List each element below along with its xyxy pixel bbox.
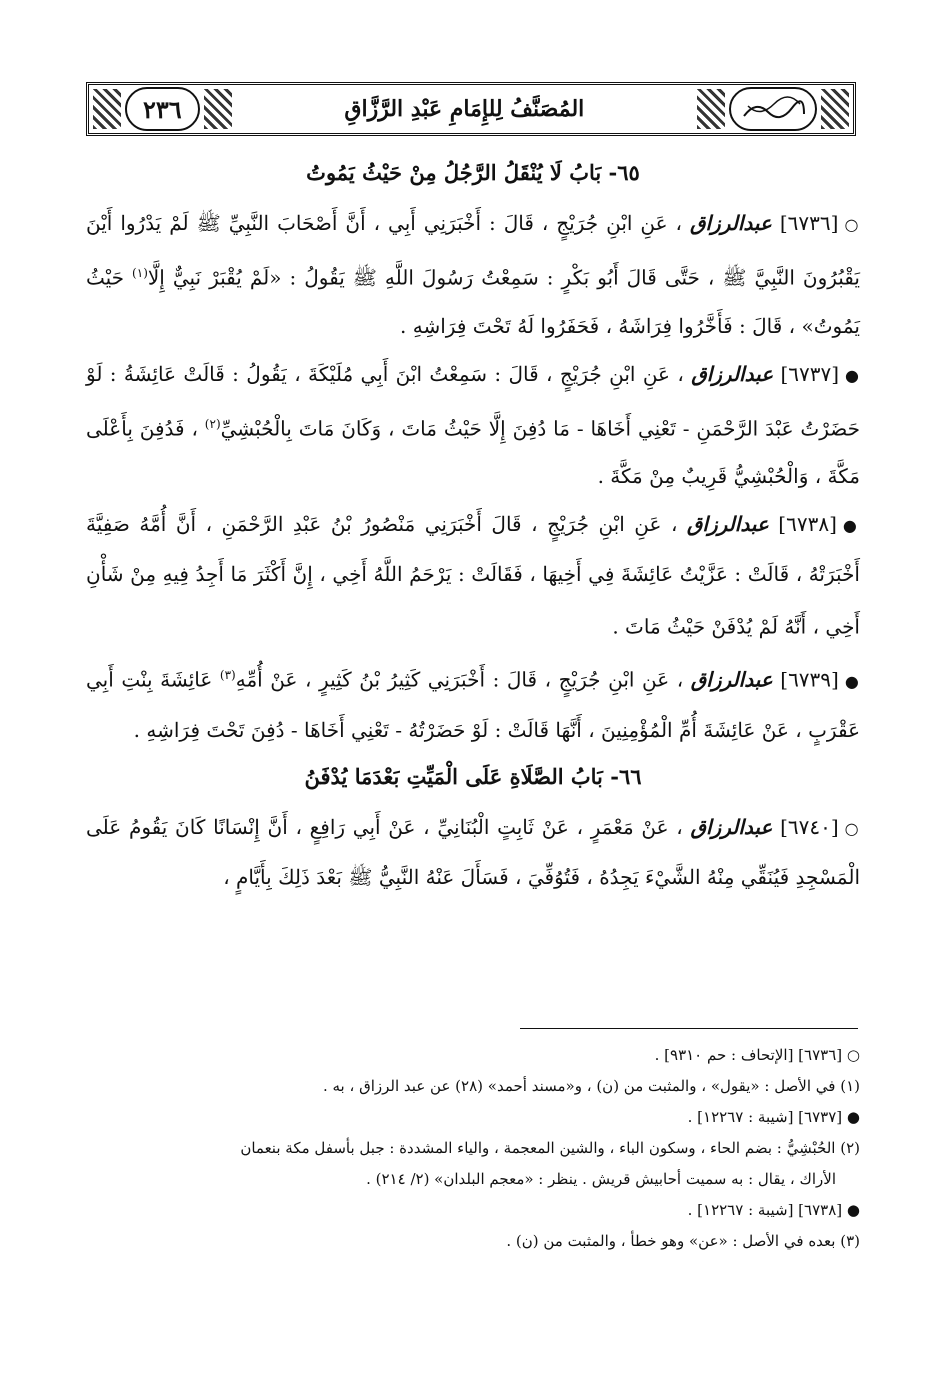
chapter-heading: ٦٦- بَابُ الصَّلَاةِ عَلَى الْمَيِّتِ بَعْدَمَا يُدْفَنُ (304, 763, 642, 789)
footnote-ref: (١) (132, 266, 148, 280)
page-header (86, 82, 856, 136)
book-logo-icon (729, 87, 817, 131)
hadith-marker: ○ (844, 215, 861, 234)
calligraphy-logo-icon (738, 94, 808, 124)
hadith-6736 (86, 199, 860, 350)
narrator-name: عبدالرزاق (689, 211, 772, 235)
main-text (86, 160, 860, 901)
hadith-text-tail: ، فَدُفِنَ بِأَعْلَى مَكَّةَ ، وَالْحُبْشِيُّ قَرِيبٌ مِنْ مَكَّةَ . (86, 416, 860, 489)
footnote-line: ● [٦٧٣٧] [شيبة : ١٢٢٦٧] . (687, 1108, 860, 1126)
hadith-6738 (86, 500, 860, 651)
page-number: ٢٣٦ (125, 87, 200, 131)
hadith-marker: ● (842, 516, 860, 536)
hadith-marker: ● (845, 365, 861, 385)
hadith-number: [٦٧٣٨] (778, 512, 837, 537)
header-right (89, 87, 236, 131)
footnote-line: ○ [٦٧٣٦] [الإتحاف : حم ٩٣١٠] . (654, 1046, 860, 1064)
footnote-line: ● [٦٧٣٨] [شيبة : ١٢٢٦٧] . (687, 1201, 860, 1219)
ornament-icon (697, 89, 725, 129)
footnote-line: (١) في الأصل : «يقول» ، والمثبت من (ن) ، و«مسند أحمد» (٢٨) عن عبد الرزاق ، به . (322, 1077, 860, 1095)
hadith-marker: ○ (844, 818, 860, 838)
hadith-number: [٦٧٣٧] (780, 361, 840, 386)
hadith-text-tail: حَيْثُ يَمُوتُ» ، قَالَ : فَأَخَّرُوا فِرَاشَهُ ، فَحَفَرُوا لَهُ تَحْتَ فِرَاشِهِ . (86, 265, 860, 338)
hadith-number: [٦٧٤٠] (780, 814, 839, 839)
footnote-ref: (٢) (204, 416, 221, 431)
footnote-divider (520, 1028, 858, 1029)
footnote-line: (٣) بعده في الأصل : «عن» وهو خطأ ، والمثبت من (ن) . (506, 1232, 860, 1250)
footnote-line-continued: الأراك ، يقال : به سميت أحابيش قريش . ينظر : «معجم البلدان» (٢/ ٢١٤) . (366, 1170, 836, 1188)
hadith-text-tail: عَائِشَةَ بِنْتِ أَبِي عَقْرَبٍ ، عَنْ عَائِشَةَ أُمِّ الْمُؤْمِنِينَ ، أَنَّهَا قَالَتْ : لَوْ حَضَرْتُهُ - تَعْنِي أَخَاهَا - دُفِنَ تَحْتَ فِرَاشِهِ . (86, 667, 860, 742)
narrator-name: عبدالرزاق (690, 814, 773, 839)
hadith-number: [٦٧٣٦] (779, 211, 839, 235)
hadith-text: ، عَنْ مَعْمَرٍ ، عَنْ ثَابِتٍ الْبُنَانِيِّ ، عَنْ أَبِي رَافِعٍ ، أَنَّ إِنْسَانًا كَانَ يَقُومُ عَلَى الْمَسْجِدِ فَيُنَقِّي مِنْهُ الشَّيْءَ يَجِدُهُ ، فَتُوُفِّيَ ، فَسَأَلَ عَنْهُ النَّبِيُّ ﷺ بَعْدَ ذَلِكَ بِأَيَّامٍ ، (86, 814, 860, 889)
footnote-ref: (٣) (219, 667, 236, 682)
narrator-name: عبدالرزاق (690, 667, 773, 692)
hadith-6739 (86, 651, 860, 754)
narrator-name: عبدالرزاق (686, 512, 769, 537)
header-left (693, 87, 853, 131)
hadith-6740 (86, 803, 860, 901)
footnote-line: (٢) الحُبْشِيُّ : بضم الحاء ، وسكون الباء ، والشين المعجمة ، والياء المشددة : جبل بأسفل مكة بنعمان (240, 1139, 860, 1157)
hadith-text: ، عَنِ ابْنِ جُرَيْجٍ ، قَالَ : سَمِعْتُ ابْنَ أَبِي مُلَيْكَةَ ، يَقُولُ : قَالَتْ عَائِشَةُ : لَوْ حَضَرْتُ عَبْدَ الرَّحْمَنِ - تَعْنِي أَخَاهَا - مَا دُفِنَ إِلَّا حَيْثُ مَاتَ ، وَكَانَ مَاتَ بِالْحُبْشِيِّ (86, 361, 860, 441)
chapter-66 (86, 764, 860, 901)
ornament-icon (204, 89, 232, 129)
hadith-number: [٦٧٣٩] (780, 667, 839, 692)
narrator-name: عبدالرزاق (691, 361, 774, 386)
footnotes (86, 1040, 860, 1257)
ornament-icon (821, 89, 849, 129)
chapter-heading: ٦٥- بَابُ لَا يُنْقَلُ الرَّجُلُ مِنْ حَيْثُ يَمُوتُ (306, 160, 640, 185)
hadith-text: ، عَنِ ابْنِ جُرَيْجٍ ، قَالَ : أَخْبَرَنِي كَثِيرُ بْنُ كَثِيرٍ ، عَنْ أُمِّهِ (235, 667, 684, 692)
hadith-6737 (86, 350, 860, 501)
ornament-icon (93, 89, 121, 129)
hadith-marker: ● (844, 671, 861, 691)
chapter-65 (86, 160, 860, 754)
running-title: المُصَنَّفُ لِلإِمَامِ عَبْدِ الرَّزَّاقِ (344, 96, 585, 122)
hadith-text: ، عَنِ ابْنِ جُرَيْجٍ ، قَالَ : أَخْبَرَنِي أَبِي ، أَنَّ أَصْحَابَ النَّبِيِّ ﷺ لَمْ يَدْرُوا أَيْنَ يَقْبُرُونَ النَّبِيَّ ﷺ ، حَتَّى قَالَ أَبُو بَكْرٍ : سَمِعْتُ رَسُولَ اللَّهِ ﷺ يَقُولُ : «لَمْ يُقْبَرْ نَبِيٌّ إِلَّا (86, 211, 860, 290)
hadith-text: ، عَنِ ابْنِ جُرَيْجٍ ، قَالَ أَخْبَرَنِي مَنْصُورُ بْنُ عَبْدِ الرَّحْمَنِ ، أَنَّ أُمَّهُ صَفِيَّةَ أَخْبَرَتْهُ ، قَالَتْ : عَزَّيْتُ عَائِشَةَ فِي أَخِيهَا ، فَقَالَتْ : يَرْحَمُ اللَّهُ أَخِي ، إِنَّ أَكْثَرَ مَا أَجِدُ فِيهِ مِنْ شَأْنِ أَخِي ، أَنَّهُ لَمْ يُدْفَنْ حَيْثُ مَاتَ . (86, 512, 860, 639)
